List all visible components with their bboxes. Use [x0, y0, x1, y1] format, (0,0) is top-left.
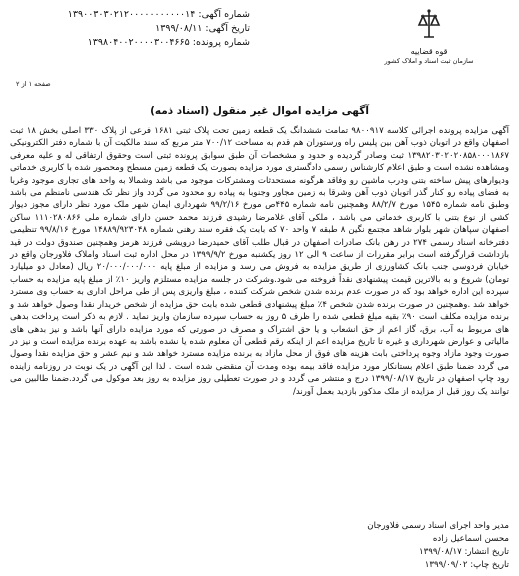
- notice-number-label: شماره آگهی:: [198, 9, 250, 20]
- print-date-row: [249, 559, 509, 572]
- publish-date-row: [249, 546, 509, 559]
- file-number-row: [10, 36, 250, 50]
- print-date-label: تاریخ چاپ:: [470, 560, 509, 570]
- signature-block: [249, 520, 509, 572]
- organization-name: سازمان ثبت اسناد و املاک کشور: [384, 57, 474, 65]
- notice-number-row: [10, 8, 250, 22]
- notice-date-label: تاریخ آگهی:: [205, 23, 250, 34]
- notice-title: آگهی مزایده اموال غیر منقول (اسناد ذمه): [150, 105, 369, 117]
- notice-date: ۱۳۹۹/۰۸/۱۱: [155, 23, 203, 34]
- header-logo-block: [349, 8, 509, 66]
- notice-body: [10, 125, 509, 398]
- file-number-label: شماره پرونده:: [192, 37, 250, 48]
- notice-paragraph: آگهی مزایده پرونده اجرائی کلاسه ۹۸۰۰۹۱۷ تمامت ششدانگ یک قطعه زمین تحت پلاک ثبتی ۱۶۸۱ فرعی از پلاک ۳۳۰ اصلی بخش ۱۸ ثبت اصفهان واقع در اتوبان ذوب آهن بین پلیس راه ورستوران هم قدم به مساحت ۷۰۰/۱۲ متر مربع که سند مالکیت آن با شماره دفتر الکترونیکی ۱۳۹۸۲۰۳۰۲۰۲۰۸۵۸۰۰۰۱۸۶۷ ثبت وصادر گردیده و حدود و مشخصات آن طبق سوابق پرونده ثبتی است وحقوق ارتفاقی له و علیه معرفی ومشاهده نشده است و طبق اعلام کارشناس رسمی دادگستری مورد مزایده بصورت یک قطعه زمین مسطح ومحصور شده با کاربری خدماتی ودیوارهای پیش ساخته بتنی ودرب ماشین رو وفاقد هرگونه مستحدثات ومشترکات موجود می باشد وشمالا به واحد های تجاری موجود وغربا به فضای پیاده رو کنار گذر اتوبان ذوب آهن وشرقا به زمین مجاور وجنوبا به پیاده رو محدود می گردد واز نظر تک هندسی نامنظم می باشد وطبق نامه شماره ۱۵۴۵ مورخ ۸۸/۲/۷ وهمچنین نامه شماره ۴۴۵ص مورخ ۹۹/۲/۱۶ شهرداری ایمان شهر ملک مورد نظر دارای مجوز دیوار کشی از نوع بتنی با کاربری خدماتی می باشد ، ملکی آقای غلامرضا رشیدی فرزند محمد حسن دارای شماره ملی ۱۱۱۰۲۸۰۸۶۶ ساکن اصفهان سپاهان شهر بلوار شاهد مجتمع نگین ۸ طبقه ۷ واحد ۷۰ که بابت یک فقره سند رهنی شماره ۱۴۸۸۹/۹۲۳۰۴۸ مورخ ۹۹/۸/۱۶ تنظیمی دفترخانه اسناد رسمی ۲۷۴ در رهن بانک صادرات اصفهان در قبال طلب آقای حمیدرضا درویشی فرزند هرمز وهمچنین صندوق دولت در قید بازداشت قرارگرفته است برابر مقررات از ساعت ۹ الی ۱۲ روز یکشنبه مورخ ۱۳۹۹/۹/۲ در محل اداره ثبت اسناد واملاک فلاورجان واقع در خیابان فردوسی جنب بانک کشاورزی از طریق مزایده به فروش می رسد و مزایده از مبلغ پایه ۲۰/۰۰۰/۰۰۰/۰۰۰ ریال (معادل دو میلیارد تومان) شروع و به بالاترین قیمت پیشنهادی نقداً فروخته می شود.وشرکت در جلسه مزایده مستلزم واریز ۱۰٪ از مبلغ پایه مزایده به حساب سپرده این اداره خواهد بود که در صورت عدم برنده شدن شخص شرکت کننده ، مبلغ واریزی پس از طی مراحل اداری به حساب وی مسترد خواهد شد .وهمچنین در صورت برنده شدن شخص ۴٪ مبلغ پیشنهادی قطعی شده بابت حق مزایده از شخص خریدار نقدا وصول خواهد شد و برنده مزایده مکلف است ۹۰٪ بقیه مبلغ قطعی شده را ظرف ۵ روز به حساب سپرده سازمان واریز نماید . لازم به ذکر است پرداخت بدهی های مربوط به آب، برق، گاز اعم از حق انشعاب و یا حق اشتراک و مصرف در صورتی که مورد مزایده دارای آنها باشد و نیز بدهی های مالیاتی و عوارض شهرداری و غیره تا تاریخ مزایده اعم از اینکه رقم قطعی آن معلوم شده یا نشده باشد به عهده برنده مزایده است و نیز در صورت وجود مازاد وجوه پرداختی بابت هزینه های فوق از محل مازاد به برنده مزایده مسترد خواهد شد و نیم عشر و حق مزایده نقدا وصول می گردد ضمنا طبق اعلام بستانکار مورد مزایده فاقد بیمه بوده ومدت آن منقضی شده است . لذا این آگهی در یک نوبت در روزنامه زاینده رود چاپ اصفهان در تاریخ ۱۳۹۹/۰۸/۱۷ درج و منتشر می گردد و در صورت تعطیلی روز مزایده به روز بعد موکول می گردد.ضمنا طالبین می توانند یک روز قبل از مزایده از ملک مذکور بازدید بعمل آورند/: [10, 126, 510, 397]
- judiciary-label: قوه قضاییه: [410, 47, 448, 56]
- publish-date: ۱۳۹۹/۰۸/۱۷: [419, 547, 462, 557]
- publish-date-label: تاریخ انتشار:: [464, 547, 509, 557]
- notice-date-row: [10, 22, 250, 36]
- judiciary-emblem-icon: [412, 8, 446, 42]
- print-date: ۱۳۹۹/۰۹/۰۲: [424, 560, 468, 570]
- page-number: صفحه ۱ از ۲: [16, 80, 51, 88]
- signatory-title: مدیر واحد اجرای اسناد رسمی فلاورجان: [367, 521, 509, 531]
- header-meta: [10, 8, 250, 50]
- signatory-name: محسن اسماعیل زاده: [432, 534, 509, 544]
- notice-number: ۱۳۹۰۰۳۰۳۰۲۱۲۰۰۰۰۰۰۰۰۰۰۰۱۴: [67, 9, 196, 20]
- file-number: ۱۳۹۸۰۴۰۰۲۰۰۰۰۳۰۰۴۶۶۵: [87, 37, 190, 48]
